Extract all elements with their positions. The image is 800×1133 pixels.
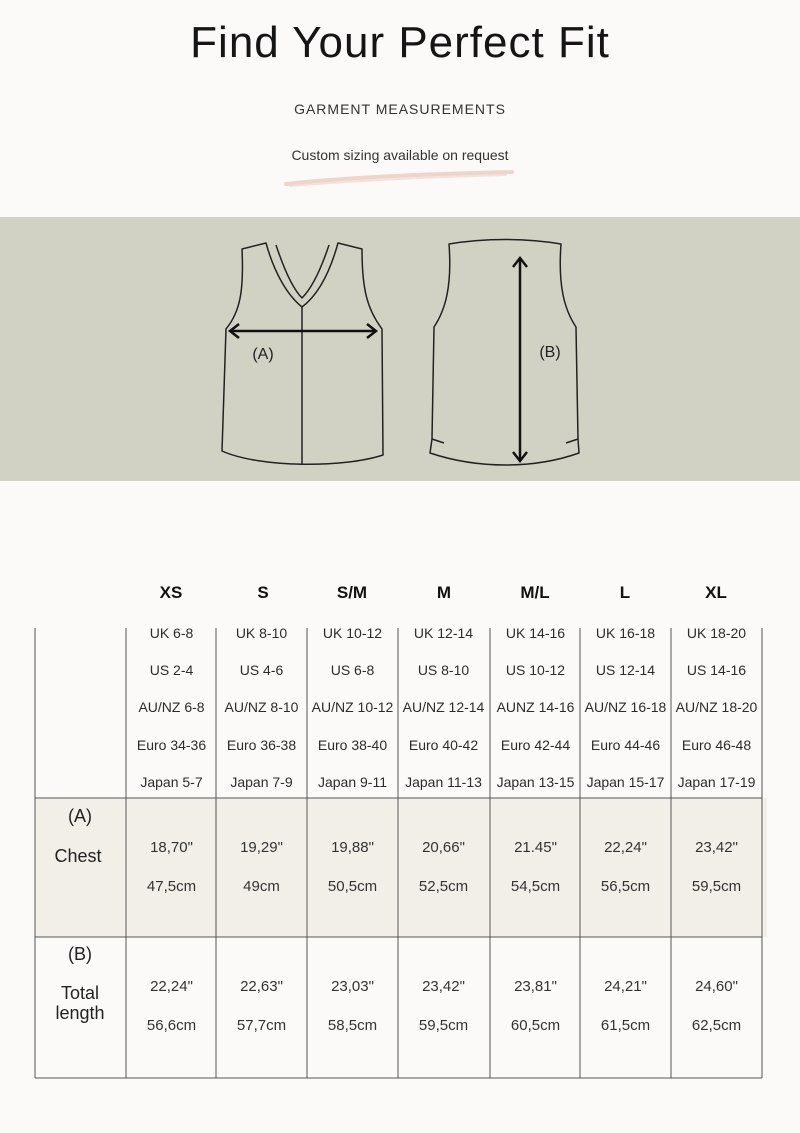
length-row-code: (B) [68,944,92,964]
length-inches-value: 23,42" [422,978,465,995]
chest-inches-value: 19,88" [331,839,374,856]
region-size-cell: UK 18-20 [686,625,747,641]
length-cm-value: 56,6cm [146,1017,197,1034]
region-size-cell: Japan 17-19 [677,774,756,790]
size-header-xl: XL [705,583,727,602]
length-row-label-line1: Total [60,983,100,1003]
length-cm-value: 59,5cm [418,1017,469,1034]
region-size-cell: Euro 40-42 [408,737,479,753]
chest-cm-value: 49cm [243,878,280,895]
length-inches-value: 24,21" [604,978,647,995]
chest-inches-value: 20,66" [422,839,465,856]
chest-inches-value: 22,24" [604,839,647,856]
front-label: (A) [252,346,274,363]
page-title: Find Your Perfect Fit [190,18,610,67]
chest-cm-value: 56,5cm [600,878,651,895]
length-cm-value: 60,5cm [510,1017,561,1034]
length-cm-value: 61,5cm [600,1017,651,1034]
region-size-cell: UK 8-10 [235,625,288,641]
chest-cm-value: 59,5cm [691,878,742,895]
region-size-cell: US 2-4 [149,662,194,678]
chest-cm-value: 47,5cm [146,878,197,895]
size-header-sm: S/M [336,583,368,602]
region-size-cell: Euro 38-40 [317,737,388,753]
region-size-cell: US 6-8 [330,662,375,678]
chest-inches-value: 23,42" [695,839,738,856]
region-size-cell: Japan 11-13 [405,774,482,790]
length-inches-value: 22,63" [240,978,283,995]
chest-cm-value: 50,5cm [327,878,378,895]
region-size-cell: AUNZ 14-16 [496,699,575,715]
region-size-cell: UK 10-12 [322,625,383,641]
region-size-cell: Japan 15-17 [586,774,665,790]
size-header-s: S [257,583,269,602]
size-header-m: M [436,583,452,602]
region-size-cell: AU/NZ 8-10 [224,699,299,715]
length-cm-value: 62,5cm [691,1017,742,1034]
region-size-cell: US 10-12 [505,662,566,678]
region-size-cell: AU/NZ 16-18 [584,699,667,715]
region-size-cell: US 8-10 [417,662,470,678]
length-inches-value: 22,24" [150,978,193,995]
region-size-cell: UK 6-8 [149,625,194,641]
section-subtitle: GARMENT MEASUREMENTS [294,101,506,117]
chest-inches-value: 21.45" [514,839,557,856]
length-cm-value: 58,5cm [327,1017,378,1034]
back-label: (B) [539,344,561,361]
region-size-cell: UK 16-18 [595,625,656,641]
chest-cm-value: 54,5cm [510,878,561,895]
region-size-cell: Japan 7-9 [230,774,293,790]
chest-row-code: (A) [68,806,92,826]
region-size-cell: Euro 36-38 [226,737,297,753]
length-cm-value: 57,7cm [236,1017,287,1034]
region-size-cell: UK 12-14 [413,625,474,641]
chest-inches-value: 19,29" [240,839,283,856]
region-size-cell: Japan 5-7 [140,774,203,790]
region-size-cell: UK 14-16 [505,625,566,641]
size-header-xs: XS [159,583,183,602]
region-size-cell: AU/NZ 10-12 [311,699,394,715]
region-size-cell: AU/NZ 18-20 [675,699,758,715]
length-inches-value: 23,03" [331,978,374,995]
region-size-cell: AU/NZ 6-8 [138,699,205,715]
chest-inches-value: 18,70" [150,839,193,856]
length-row-label-line2: length [55,1003,105,1023]
region-size-cell: Euro 42-44 [500,737,571,753]
chest-cm-value: 52,5cm [418,878,469,895]
chest-row-label: Chest [54,846,102,866]
region-size-cell: Euro 34-36 [136,737,207,753]
region-size-cell: Japan 13-15 [496,774,575,790]
region-size-cell: Euro 44-46 [590,737,661,753]
length-inches-value: 23,81" [514,978,557,995]
size-header-ml: M/L [520,583,550,602]
size-header-l: L [619,583,631,602]
region-size-cell: Euro 46-48 [681,737,752,753]
region-size-cell: Japan 9-11 [317,774,387,790]
custom-sizing-note: Custom sizing available on request [291,147,509,163]
region-size-cell: AU/NZ 12-14 [402,699,485,715]
region-size-cell: US 4-6 [239,662,284,678]
length-inches-value: 24,60" [695,978,738,995]
region-size-cell: US 12-14 [595,662,656,678]
region-size-cell: US 14-16 [686,662,747,678]
